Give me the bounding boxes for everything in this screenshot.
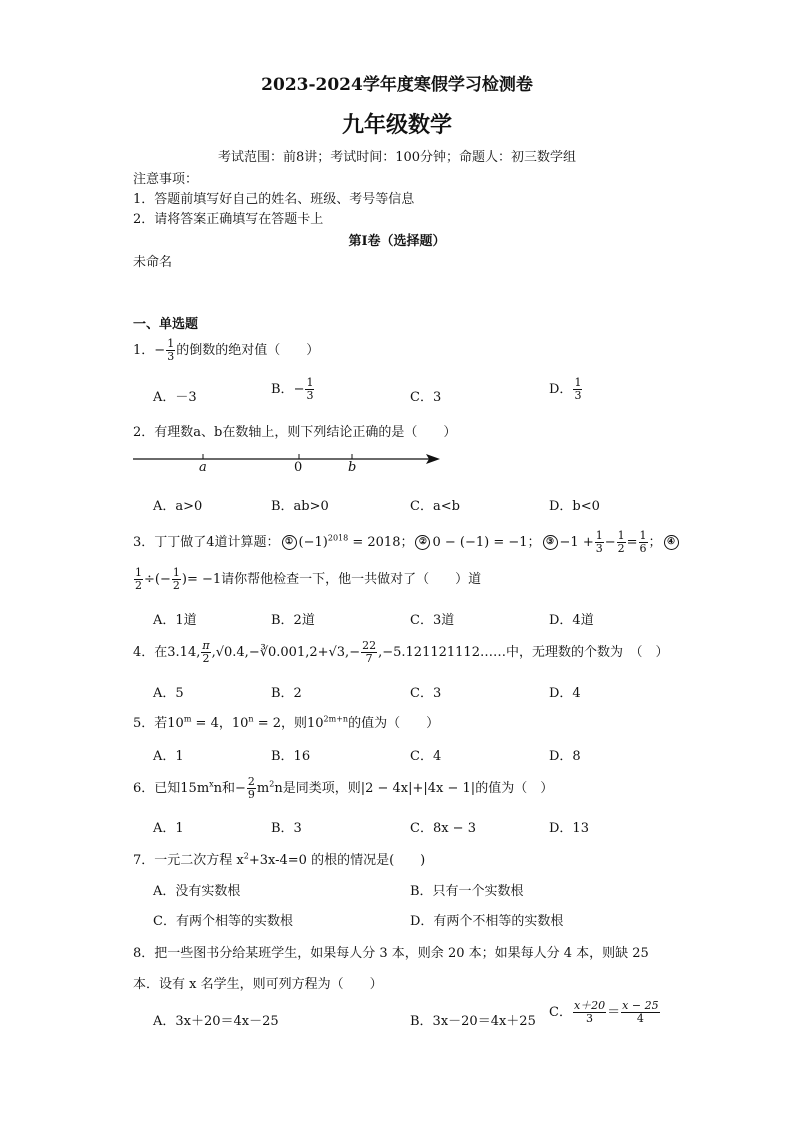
note-item-2: 2．请将答案正确填写在答题卡上 xyxy=(133,212,324,227)
subject-title: 九年级数学 xyxy=(341,112,452,138)
q1-text: 的倒数的绝对值（ ） xyxy=(176,343,320,358)
q6-option-c[interactable]: C．8x − 3 xyxy=(410,821,476,836)
question-4: 4．在3.14, $\frac{\pi}{2}$ ,√0.4,−∛0.001,2+√3,− $\frac{22}{7}$ ,−5.121121112……中，无理数的个数为 （ ） xyxy=(133,639,669,665)
q5-option-a[interactable]: A．1 xyxy=(153,749,184,764)
q7-option-c[interactable]: C．有两个相等的实数根 xyxy=(153,914,293,929)
axis-label-a: a xyxy=(199,460,207,475)
q7-option-a[interactable]: A．没有实数根 xyxy=(153,884,241,899)
q1-option-b[interactable]: B．− $\frac{1}{3}$ xyxy=(271,376,314,402)
question-7: 7．一元二次方程 $x^2+3x-4=0$ 的根的情况是( ) xyxy=(133,851,426,868)
q5-option-d[interactable]: D．8 xyxy=(549,749,581,764)
question-5: 5．若$10^m = 4$，$10^n = 2$，则$10^{2m+n}$的值为（ ） xyxy=(133,714,440,731)
q3-option-d[interactable]: D．4道 xyxy=(549,613,594,628)
q7-option-d[interactable]: D．有两个不相等的实数根 xyxy=(410,914,564,929)
q2-option-b[interactable]: B．ab>0 xyxy=(271,499,329,514)
axis-label-b: b xyxy=(348,460,357,475)
question-2: 2．有理数a、b在数轴上，则下列结论正确的是（ ） xyxy=(133,425,457,440)
q7-option-b[interactable]: B．只有一个实数根 xyxy=(410,884,524,899)
q5-option-b[interactable]: B．16 xyxy=(271,749,311,764)
q2-option-c[interactable]: C．a<b xyxy=(410,499,460,514)
mark-1-icon: ① xyxy=(282,535,297,550)
q1-number: 1． xyxy=(133,343,155,358)
q4-option-b[interactable]: B．2 xyxy=(271,686,302,701)
q5-option-c[interactable]: C．4 xyxy=(410,749,442,764)
question-1: 1．− $\frac{1}{3}$ 的倒数的绝对值（ ） xyxy=(133,337,320,363)
unnamed-label: 未命名 xyxy=(133,255,173,270)
q3-option-a[interactable]: A．1道 xyxy=(153,613,197,628)
section-heading: 一、单选题 xyxy=(133,317,199,332)
notes-heading: 注意事项： xyxy=(133,172,199,187)
question-8-line-2: 本．设有 x 名学生，则可列方程为（ ） xyxy=(133,977,383,992)
question-8-line-1: 8．把一些图书分给某班学生，如果每人分 3 本，则余 20 本；如果每人分 4 本，则缺 25 xyxy=(133,946,649,961)
q6-option-a[interactable]: A．1 xyxy=(153,821,184,836)
q8-option-a[interactable]: A．3x＋20＝4x－25 xyxy=(153,1014,279,1029)
q8-option-c[interactable]: C． $\frac{x+20}{3}$ ＝ $\frac{x - 25}{4}$ xyxy=(549,999,659,1025)
note-item-1: 1．答题前填写好自己的姓名、班级、考号等信息 xyxy=(133,192,415,207)
mark-2-icon: ② xyxy=(415,535,430,550)
q1-option-c[interactable]: C．3 xyxy=(410,390,442,405)
question-3-line-1: 3．丁丁做了4道计算题： ① $(-1)^{2018} = 2018$； ② 0 − (−1) = −1； ③ −1 + $\frac{1}{3}$ − $\frac{1}{2}$ = $\frac{1}{6}$ ； ④ xyxy=(133,530,681,555)
q4-option-c[interactable]: C．3 xyxy=(410,686,442,701)
q1-fraction: $\frac{1}{3}$ xyxy=(167,337,175,363)
axis-label-zero: 0 xyxy=(294,460,303,475)
q6-option-d[interactable]: D．13 xyxy=(549,821,589,836)
q1-option-a[interactable]: A．－3 xyxy=(153,390,197,405)
q4-option-d[interactable]: D．4 xyxy=(549,686,581,701)
number-line xyxy=(130,448,450,478)
mark-3-icon: ③ xyxy=(543,535,558,550)
exam-title: 2023-2024学年度寒假学习检测卷 xyxy=(261,75,533,95)
volume-heading: 第I卷（选择题） xyxy=(348,234,446,249)
question-3-line-2: $\frac{1}{2}$ ÷(− $\frac{1}{2}$ )= −1请你帮他检查一下，他一共做对了（ ）道 xyxy=(135,566,482,592)
mark-4-icon: ④ xyxy=(664,535,679,550)
q2-option-a[interactable]: A．a>0 xyxy=(153,499,203,514)
q2-option-d[interactable]: D．b<0 xyxy=(549,499,600,514)
q8-option-b[interactable]: B．3x－20＝4x＋25 xyxy=(410,1014,536,1029)
question-6: 6．已知$15m^xn$和− $\frac{2}{9}$ $m^2n$是同类项，则|2 − 4x|+|4x − 1|的值为（ ） xyxy=(133,775,554,801)
q1-option-d[interactable]: D． $\frac{1}{3}$ xyxy=(549,376,582,402)
q6-option-b[interactable]: B．3 xyxy=(271,821,302,836)
q3-option-c[interactable]: C．3道 xyxy=(410,613,455,628)
q4-option-a[interactable]: A．5 xyxy=(153,686,184,701)
exam-info: 考试范围：前8讲；考试时间：100分钟；命题人：初三数学组 xyxy=(217,150,577,165)
q3-option-b[interactable]: B．2道 xyxy=(271,613,315,628)
